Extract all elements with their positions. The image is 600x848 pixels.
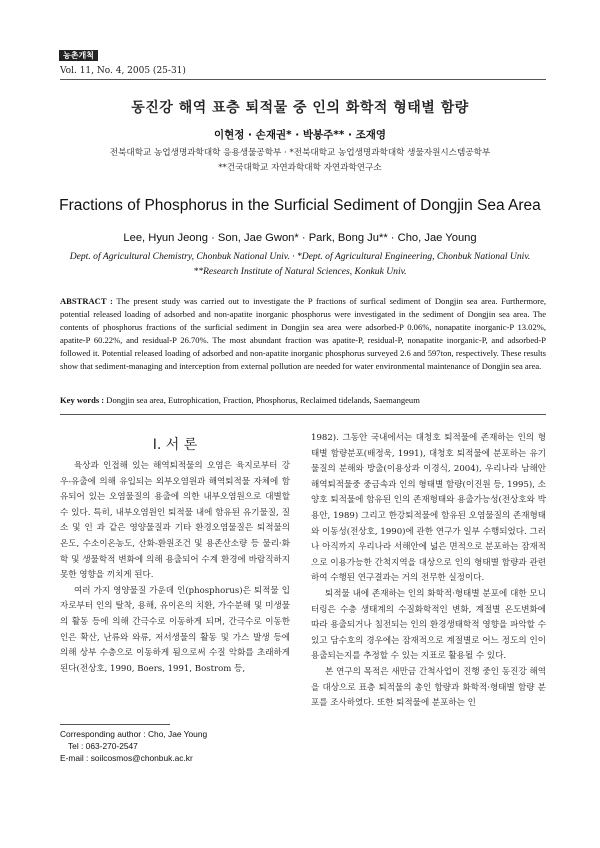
right-column <box>311 431 546 712</box>
english-authors: Lee, Hyun Jeong · Son, Jae Gwon* · Park, Bong Ju** · Cho, Jae Young <box>123 232 477 244</box>
paragraph: 여러 가지 영양물질 가운데 인(phosphorus)은 퇴적물 입자로부터 인의 탈착, 용해, 유이온의 치환, 가수분해 및 미생물의 활동 등에 의해 간극수로 이동하게 되며, 간극수로 이동한 인은 확산, 난류와 와류, 저서생물의 활동 및 가스 발생 등에 의해 상부 수층으로 이동하게 됨으로써 수질 악화를 초래하게 된다(전상호, 1990, Boers, 1991, Bostrom 등, <box>60 585 290 674</box>
keywords-label: Key words : <box>60 395 105 405</box>
journal-badge: 농촌개척 <box>59 50 98 61</box>
left-column <box>60 459 290 677</box>
section-heading: Ⅰ. 서 론 <box>152 437 198 453</box>
korean-authors: 이현정 · 손재권* · 박봉주** · 조재영 <box>213 129 387 141</box>
abstract-label: ABSTRACT : <box>60 296 113 306</box>
english-affiliation-1: Dept. of Agricultural Chemistry, Chonbuk National Univ. · *Dept. of Agricultural Engineering, Chonbuk National Univ. <box>69 251 531 262</box>
abstract-text: The present study was carried out to investigate the P fractions of surfical sediment of Dongjin sea area. Furthermore, potential released loading of adsorbed and non-apatite inorganic phosphorus were investigated in the sediment of Dongjin sea area. The contents of phosphorus fractions of the surficial sediment in Dongjin sea area were adsorbed-P 0.06%, nonapatite inorganic-P 13.02%, apatite-P 60.22%, and residual-P 26.70%. The most abundant fraction was apatite-P, residual-P, nonapatite inorganic-P, and adsorbed-P followed it. Potential released loading of adsorbed and non-apatite inorganic phosphorus surveyed 2.6 and 597ton, respectively. These results show that sediment-managing and interception from external pollution are needed for water environmental maintenance of Dongjin sea area. <box>60 296 547 371</box>
corresponding-author: Corresponding author : Cho, Jae Young <box>60 729 208 739</box>
paragraph: 퇴적물 내에 존재하는 인의 화학적·형태별 분포에 대한 모니터링은 수층 생태계의 수질화학적인 변화, 계절별 온도변화에 따라 용출되거나 침전되는 인의 환경생태학적 영향을 파악할 수 있고 담수호의 경우에는 잠재적으로 계절별로 어느 정도의 인이 용출되는지를 추정할 수 있는 지표로 활용될 수 있다. <box>311 588 546 662</box>
paragraph: 1982). 그동안 국내에서는 대청호 퇴적물에 존재하는 인의 형태별 함량분포(배정욱, 1991), 대청호 퇴적물에 분포하는 유기물질의 분해와 방출(이용상과 이경식, 2004), 우리나라 남해안 해역퇴적물중 중금속과 인의 형태별 함량(이진원 등, 1995), 소양호 퇴적물에 함유된 인의 존재형태와 용출가능성(전상호와 박용안, 1989) 그리고 한강퇴적물에 함유된 오염물질의 존재형태와 이동성(전상호, 1990)에 관한 연구가 일부 수행되었다. 그러나 아직까지 우리나라 서해안에 넓은 면적으로 분포하는 잠재적으로 이용가능한 간척지역을 대상으로 인의 형태별 함량과 관련하여 수행된 연구결과는 거의 전무한 실정이다. <box>311 433 546 584</box>
paragraph: 육상과 인접해 있는 해역퇴적물의 오염은 육지로부터 강우-유출에 의해 유입되는 외부오염원과 해역퇴적물 자체에 함유되어 있는 오염물질의 용출에 의한 내부오염원으로 대별할 수 있다. 특히, 내부오염원인 퇴적물 내에 함유된 유기물질, 질소 및 인 과 같은 영양물질과 기타 환경오염물질은 퇴적물의 온도, 수소이온농도, 산화-환원조건 및 용존산소량 등 물리·화학 및 생물학적 변화에 의해 용출되어 수계 환경에 바람직하지 못한 영향을 끼치게 된다. <box>60 461 290 581</box>
korean-affiliation-2: **건국대학교 자연과학대학 자연과학연구소 <box>218 163 382 173</box>
keywords <box>60 395 546 405</box>
korean-title: 동진강 해역 표층 퇴적물 중 인의 화학적 형태별 함량 <box>131 100 469 116</box>
header-rule <box>60 79 546 80</box>
correspondence-block <box>60 728 280 765</box>
corresponding-tel: Tel : 063-270-2547 <box>68 741 138 752</box>
english-title: Fractions of Phosphorus in the Surficial Sediment of Dongjin Sea Area <box>59 197 541 214</box>
volume-line: Vol. 11, No. 4, 2005 (25-31) <box>60 66 186 76</box>
paragraph: 본 연구의 목적은 새만금 간척사업이 진행 중인 동진강 해역을 대상으로 표층 퇴적물의 총인 함량과 화학적·형태별 함량 분포를 조사하였다. 또한 퇴적물에 분포하는 인 <box>311 666 546 709</box>
english-affiliation-2: **Research Institute of Natural Sciences, Konkuk Univ. <box>193 266 407 277</box>
corresponding-email: E-mail : soilcosmos@chonbuk.ac.kr <box>60 753 193 764</box>
abstract <box>60 295 546 373</box>
keywords-rule <box>60 414 546 415</box>
keywords-text: Dongjin sea area, Eutrophication, Fraction, Phosphorus, Reclaimed tidelands, Saemangeum <box>106 395 420 405</box>
korean-affiliation-1: 전북대학교 농업생명과학대학 응용생물공학부 · *전북대학교 농업생명과학대학 생물자원시스템공학부 <box>109 148 491 158</box>
footnote-rule <box>60 724 170 725</box>
